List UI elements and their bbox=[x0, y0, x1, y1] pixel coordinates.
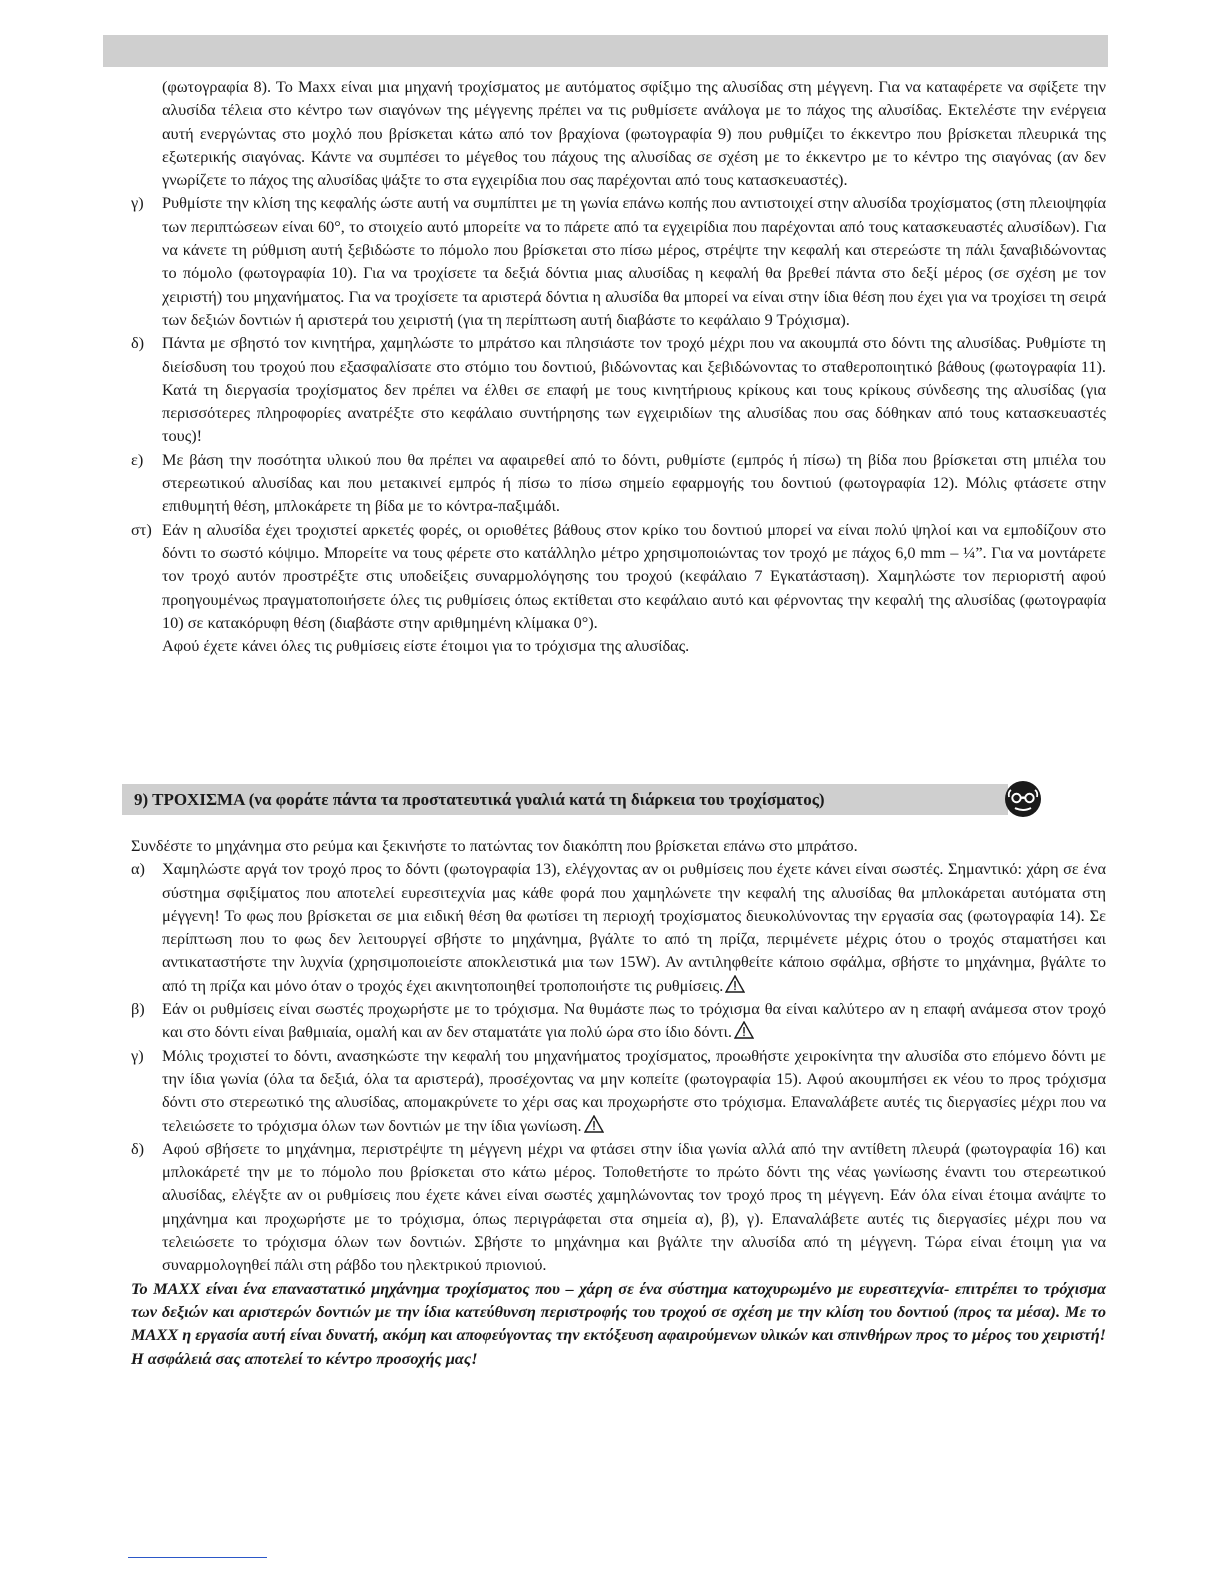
intro-paragraph: (φωτογραφία 8). Το Maxx είναι μια μηχανή τροχίσματος με αυτόματος σφίξιμο της αλυσίδας στη μέγγενη. Για να καταφέρετε να σφίξετε την αλυσίδα τέλεια στο κέντρο των σιαγόνων της μέγγενης πρέπει να τις ρυθμίσετε ανάλογα με το πάχος της αλυσίδας. Εκτελέστε την ενέργεια αυτή ενεργώντας στο μοχλό που βρίσκεται κάτω από τον βραχίονα (φωτογραφία 9) που ρυθμίζει το έκκεντρο που βρίσκεται πλευρικά της εξωτερικής σιαγόνας. Κάντε να συμπέσει το μέγεθος του πάχους της αλυσίδας σε σχέση με το έκκεντρο με το κέντρο της σιαγόνας (αν δεν γνωρίζετε το πάχος της αλυσίδας ψάξτε το στα εγχειρίδια που σας παρέχονται από τους κατασκευαστές). bbox=[162, 77, 1106, 190]
list-item bbox=[131, 518, 1106, 634]
list-item bbox=[131, 997, 1106, 1044]
list-item bbox=[131, 191, 1106, 331]
section-intro: Συνδέστε το μηχάνημα στο ρεύμα και ξεκινήστε το πατώντας τον διακόπτη που βρίσκεται επάνω στο μπράτσο. bbox=[131, 836, 858, 855]
list-item-text: Αφού σβήσετε το μηχάνημα, περιστρέψτε τη μέγγενη μέχρι να φτάσει στην ίδια γωνία αλλά από την αντίθετη πλευρά (φωτογραφία 16) και μπλοκάρετέ την με το πόμολο που βρίσκεται στο κάτω μέρος. Τοποθετήστε το πρώτο δόντι της νέας γωνίωσης έναντι του στερεωτικού αλυσίδας, ελέγξτε αν οι ρυθμίσεις που έχετε κάνει είναι σωστές χαμηλώνοντας τον τροχό προς τη μέγγενη. Εάν όλα είναι έτοιμα ανάψτε το μηχάνημα και προχωρήστε με το τρόχισμα, όπως περιγράφεται στα σημεία α), β), γ). Επαναλάβετε αυτές τις διεργασίες μέχρι που να τελειώσετε το τρόχισμα όλων των δοντιών. Σβήστε το μηχάνημα και βγάλτε την αλυσίδα από τη μέγγενη. Τώρα είναι έτοιμη για να συναρμολογηθεί πάλι στη ράβδο του ηλεκτρικού πριονιού. bbox=[162, 1138, 1106, 1275]
list-item-label: ε) bbox=[131, 449, 144, 469]
list-item bbox=[131, 448, 1106, 518]
safety-goggles-icon bbox=[1004, 780, 1042, 818]
list-item bbox=[131, 1137, 1106, 1277]
warning-triangle-icon bbox=[584, 1115, 604, 1133]
list-item-label: δ) bbox=[131, 333, 145, 353]
list-item bbox=[131, 1044, 1106, 1137]
list-item-label: δ) bbox=[131, 1138, 145, 1158]
list-item-label: στ) bbox=[131, 519, 152, 539]
list-item-text: Με βάση την ποσότητα υλικού που θα πρέπει να αφαιρεθεί από το δόντι, ρυθμίστε (εμπρός ή πίσω) τη βίδα που βρίσκεται στη μπιέλα του στερεωτικού αλυσίδας και που μετακινεί εμπρός ή πίσω το πίσω σημείο εφαρμογής του δοντιού (φωτογραφία 12). Μόλις φτάσετε στην επιθυμητή θέση, μπλοκάρετε τη βίδα με το κόντρα-παξιμάδι. bbox=[162, 449, 1106, 516]
list-item-text: Εάν οι ρυθμίσεις είναι σωστές προχωρήστε με το τρόχισμα. Να θυμάστε πως το τρόχισμα θα είναι καλύτερο αν η επαφή ανάμεσα στον τροχό και στο δόντι είναι βαθμιαία, ομαλή και αν δεν σταματάτε για πολύ ώρα στο ίδιο δόντι. bbox=[162, 999, 1106, 1042]
warning-triangle-icon bbox=[734, 1021, 754, 1039]
warning-triangle-icon bbox=[725, 975, 745, 993]
list-item-text: Πάντα με σβηστό τον κινητήρα, χαμηλώστε το μπράτσο και πλησιάστε τον τροχό μέχρι που να ακουμπά στο δόντι της αλυσίδας. Ρυθμίστε τη διείσδυση του τροχού που εξασφαλίσατε στο στόμιο του δοντιού, βιδώνοντας και ξεβιδώνοντας το σταθεροποιητικό βάθους (φωτογραφία 11). Κατά τη διεργασία τροχίσματος δεν πρέπει να έλθει σε επαφή με τους κινητήριους κρίκους και τους κρίκους σύνδεσης της αλυσίδας (για περισσότερες πληροφορίες ανατρέξτε στο κεφάλαιο συντήρησης των εγχειριδίων της αλυσίδας που σας δόθηκαν από τους κατασκευαστές τους)! bbox=[162, 333, 1106, 446]
list-item-text: Μόλις τροχιστεί το δόντι, ανασηκώστε την κεφαλή του μηχανήματος τροχίσματος, προωθήστε χειροκίνητα την αλυσίδα στο επόμενο δόντι με την ίδια γωνία (όλα τα δεξιά, όλα τα αριστερά), προσέχοντας να μην κοπείτε (φωτογραφία 15). Αφού ακουμπήσει εκ νέου το προς τρόχισμα δόντι στο στερεωτικό της αλυσίδας, απομακρύνετε το χέρι σας και προχωρήστε στο τρόχισμα. Επαναλάβετε αυτές τις διεργασίες μέχρι που να τελειώσετε το τρόχισμα όλων των δοντιών με την ίδια γωνίωση. bbox=[162, 1045, 1106, 1135]
list-item-label: γ) bbox=[131, 1045, 144, 1065]
list-item bbox=[131, 857, 1106, 997]
list-item-body bbox=[162, 857, 1106, 997]
ready-note: Αφού έχετε κάνει όλες τις ρυθμίσεις είστε έτοιμοι για το τρόχισμα της αλυσίδας. bbox=[162, 636, 690, 656]
list-item-body bbox=[162, 1044, 1106, 1137]
header-bar bbox=[103, 35, 1108, 67]
list-item-label: α) bbox=[131, 859, 145, 879]
closing-paragraph: Το MAXX είναι ένα επαναστατικό μηχάνημα τροχίσματος που – χάρη σε ένα σύστημα κατοχυρωμένο με ευρεσιτεχνία- επιτρέπει το τρόχισμα των δεξιών και αριστερών δοντιών με την ίδια κατεύθυνση περιστροφής του τροχού σε σχέση με την κλίση του δοντιού (προς τα μέσα). Με το MAXX η εργασία αυτή είναι δυνατή, ακόμη και αποφεύγοντας την εκτόξευση αφαιρούμενων υλικών και σπινθήρων προς το μέρος του χειριστή! Η ασφάλειά σας αποτελεί το κέντρο προσοχής μας! bbox=[131, 1278, 1106, 1368]
instructions-part-1 bbox=[131, 75, 1106, 657]
list-item-label: γ) bbox=[131, 193, 144, 213]
list-item bbox=[131, 331, 1106, 447]
list-item-text: Ρυθμίστε την κλίση της κεφαλής ώστε αυτή να συμπίπτει με τη γωνία επάνω κοπής που αντιστοιχεί στην αλυσίδα τροχίσματος (στη πλειοψηφία των περιπτώσεων είναι 60°, το στοιχείο αυτό μπορείτε να το πάρετε από τα εγχειρίδια που παρέχονται από τους κατασκευαστές αλυσίδων). Για να κάνετε τη ρύθμιση αυτή ξεβιδώστε το πόμολο που βρίσκεται στο πίσω μέρος, στρέψτε την κεφαλή και στερεώστε τη πάλι ξαναβιδώνοντας το πόμολο (φωτογραφία 10). Για να τροχίσετε τα δεξιά δόντια μιας αλυσίδας η κεφαλή θα βρεθεί πάντα στο δεξί μέρος (σε σχέση με τον χειριστή) του μηχανήματος. Για να τροχίσετε τα αριστερά δόντια η αλυσίδα θα μπορεί να είναι στην ίδια θέση που έχει για να τροχίσει τη σειρά των δεξιών δοντιών ή αριστερά του χειριστή (για τη περίπτωση αυτή διαβάστε το κεφάλαιο 9 Τρόχισμα). bbox=[162, 193, 1106, 329]
list-item-label: β) bbox=[131, 999, 145, 1019]
footer-rule bbox=[128, 1557, 267, 1558]
list-item-text: Χαμηλώστε αργά τον τροχό προς το δόντι (φωτογραφία 13), ελέγχοντας αν οι ρυθμίσεις που έχετε κάνει είναι σωστές. Σημαντικό: χάρη σε ένα σύστημα σφιξίματος που αποτελεί ευρεσιτεχνία μας κάθε φορά που χαμηλώνετε την κεφαλή της αλυσίδας θα μπλοκάρεται αυτόματα στη μέγγενη! Το φως που βρίσκεται σε μια ειδική θέση θα φωτίσει τη περιοχή τροχίσματος διευκολύνοντας την εργασία σας (φωτογραφία 14). Σε περίπτωση που το φως δεν λειτουργεί σβήστε το μηχάνημα, βγάλτε το από τη πρίζα, περιμένετε μέχρις ότου ο τροχός σταματήσει και αντικαταστήστε την λυχνία (χρησιμοποιείστε αποκλειστικά μια των 15W). Αν αντιληφθείτε κάποιο σφάλμα, σβήστε το μηχάνημα, βγάλτε το από τη πρίζα και μόνο όταν ο τροχός έχει ακινητοποιηθεί τροποποιήστε τις ρυθμίσεις. bbox=[162, 859, 1106, 995]
list-item-body bbox=[162, 997, 1106, 1044]
section-title: 9) ΤΡΟΧΙΣΜΑ (να φοράτε πάντα τα προστατευτικά γυαλιά κατά τη διάρκεια του τροχίσματος) bbox=[134, 790, 825, 809]
list-item-text: Εάν η αλυσίδα έχει τροχιστεί αρκετές φορές, οι οριοθέτες βάθους στον κρίκο του δοντιού μπορεί να είναι πολύ ψηλοί και να εμποδίζουν στο δόντι το σωστό κόψιμο. Μπορείτε να τους φέρετε στο κατάλληλο μέτρο χρησιμοποιώντας τον τροχό με πάχος 6,0 mm – ¼”. Για να μοντάρετε τον τροχό αυτόν προστρέξτε στις υποδείξεις συναρμολόγησης του τροχού (κεφάλαιο 7 Εγκατάσταση). Χαμηλώστε τον περιοριστή αφού προηγουμένως πραγματοποιήσετε όλες τις ρυθμίσεις όπως εκτίθεται στο κεφάλαιο αυτό και φέρνοντας την κεφαλή της αλυσίδας (φωτογραφία 10) σε κατακόρυφη θέση (διαβάστε στην αριθμημένη κλίμακα 0°). bbox=[162, 519, 1106, 632]
instructions-part-2 bbox=[131, 834, 1106, 1370]
